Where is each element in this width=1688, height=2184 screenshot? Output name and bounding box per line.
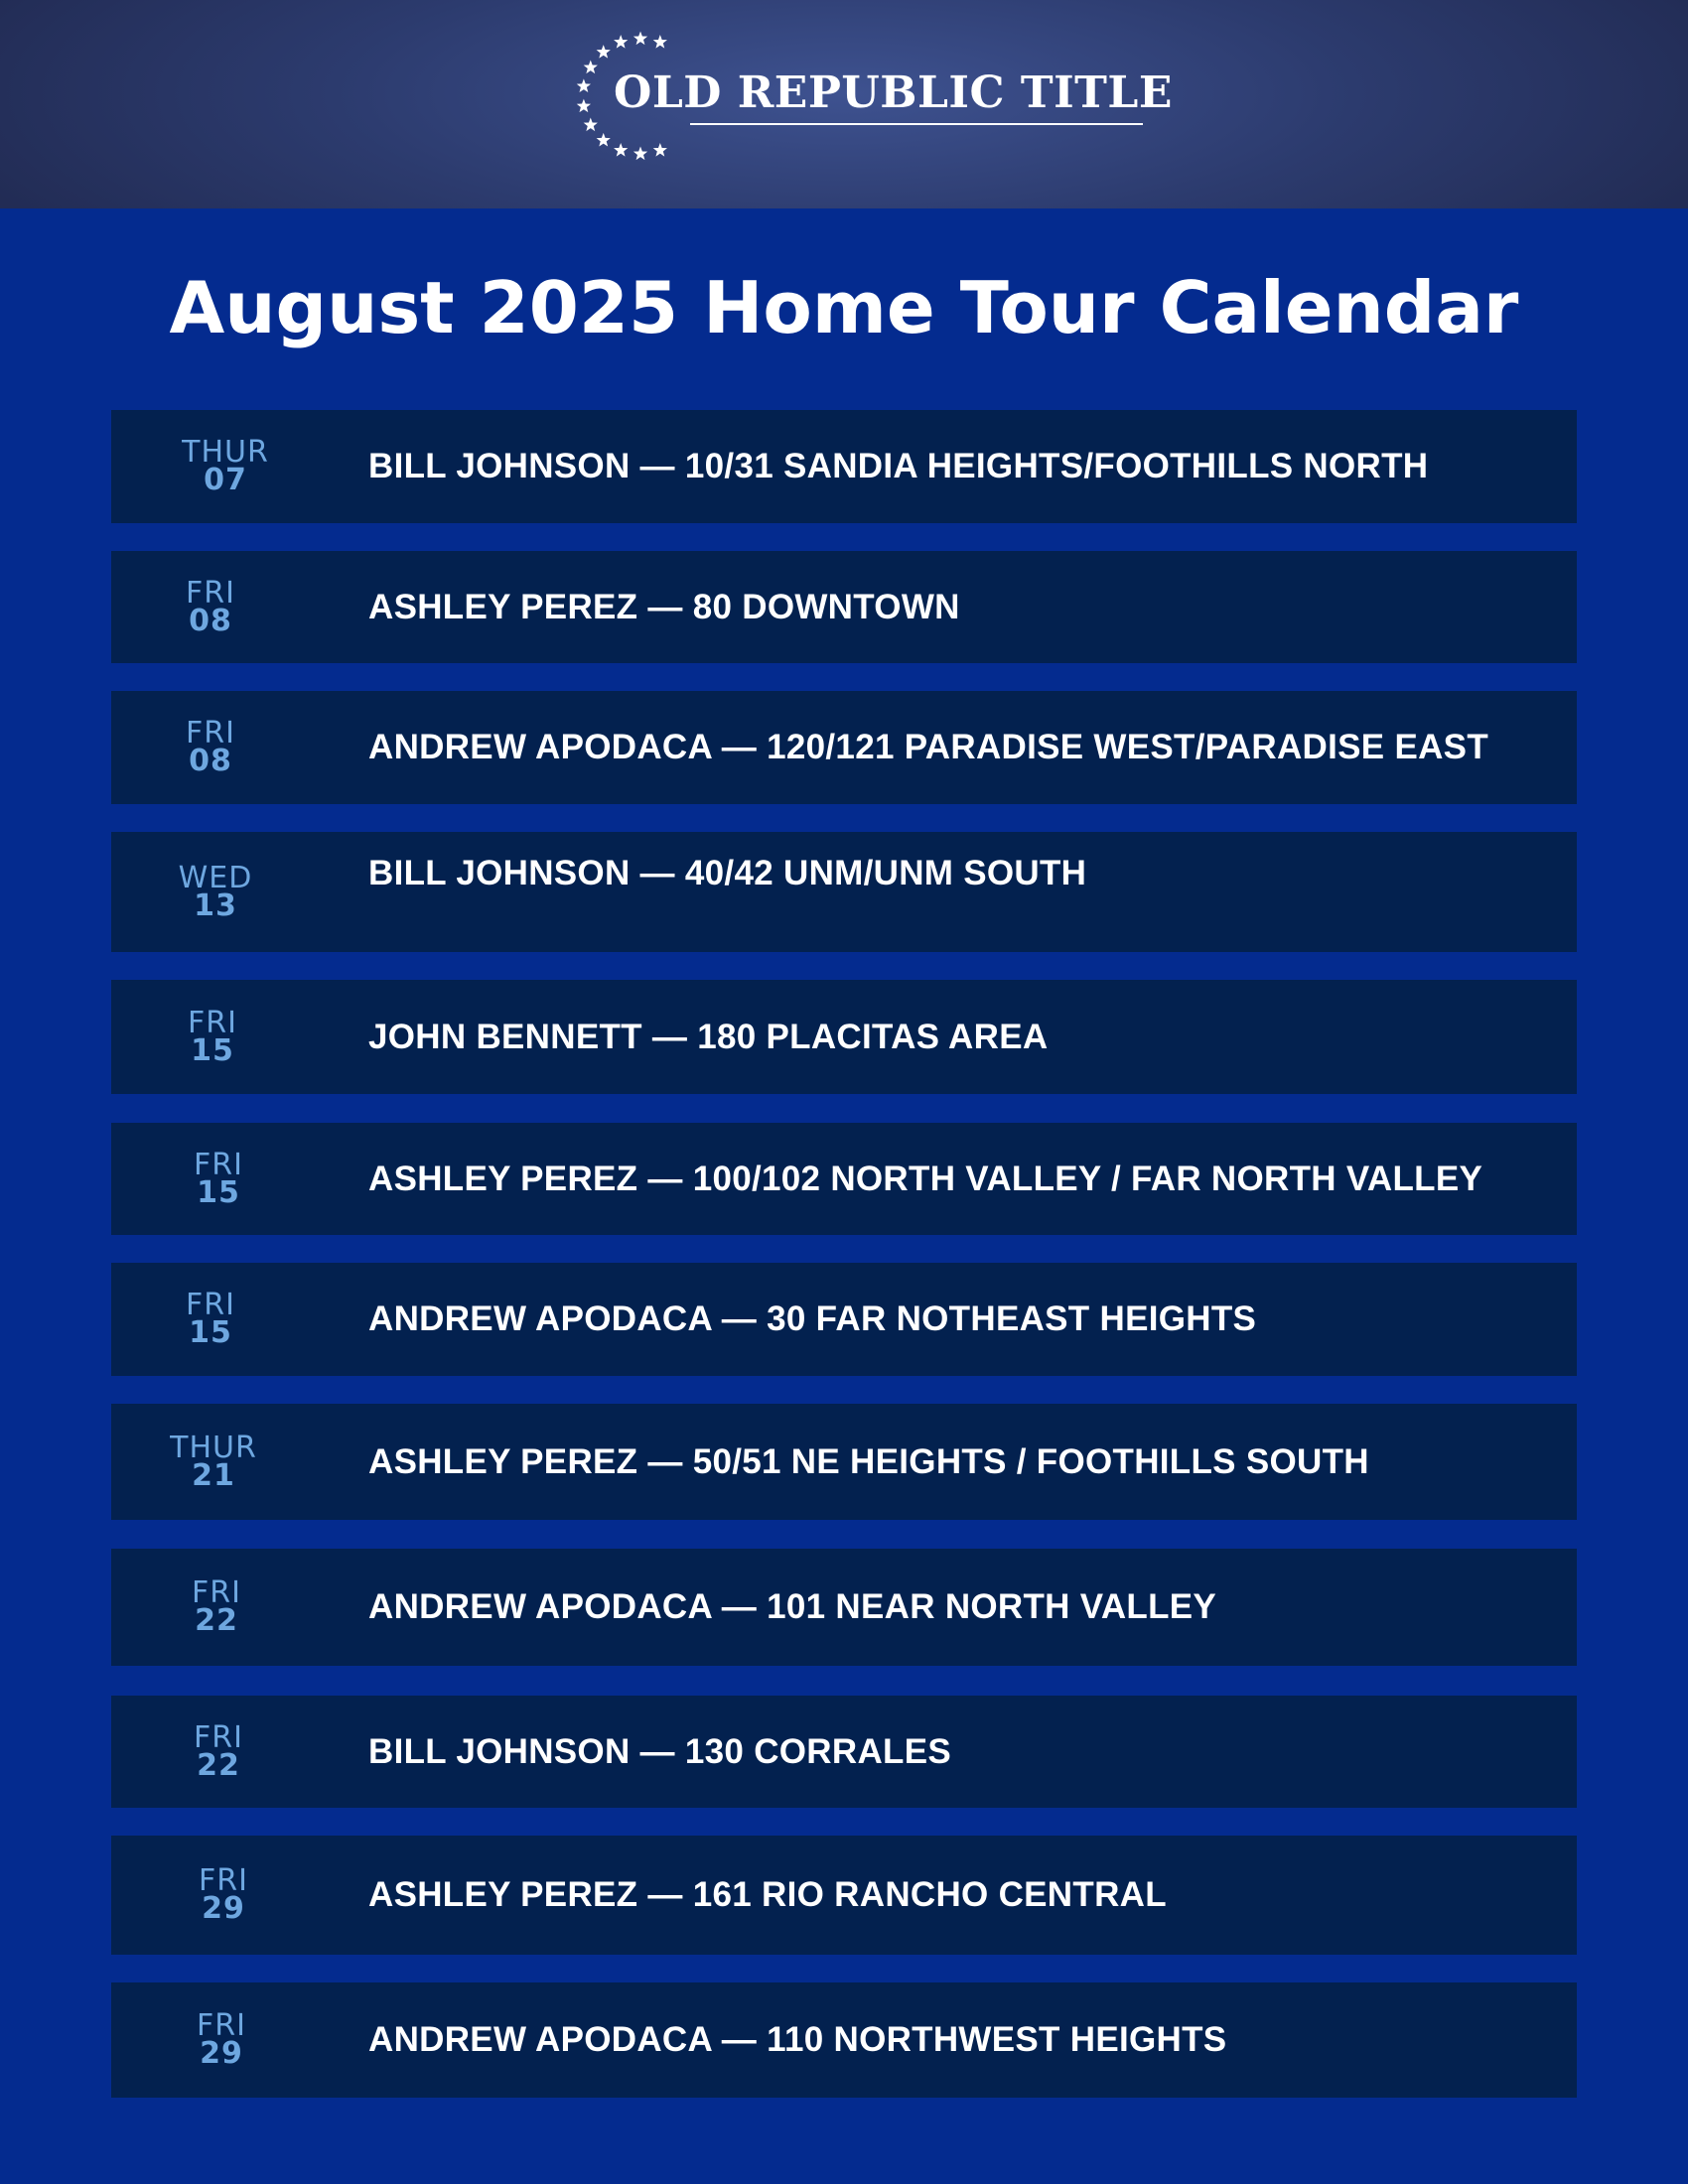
header-banner	[0, 0, 1688, 208]
star-icon	[653, 35, 667, 49]
event-day: 21	[192, 1457, 235, 1493]
event-description: ANDREW APODACA — 120/121 PARADISE WEST/PARADISE EAST	[368, 728, 1488, 766]
event-row	[111, 832, 1577, 952]
event-weekday: FRI	[188, 1005, 237, 1040]
event-weekday: FRI	[194, 1719, 243, 1755]
star-icon	[597, 133, 611, 147]
star-icon	[577, 78, 591, 92]
star-icon	[614, 35, 628, 49]
event-weekday: FRI	[194, 1147, 243, 1182]
event-day: 08	[189, 603, 232, 638]
page-title: August 2025 Home Tour Calendar	[169, 266, 1519, 349]
logo-underline	[690, 123, 1143, 125]
logo-wordmark: OLD REPUBLIC TITLE	[614, 68, 1173, 118]
event-description: ASHLEY PEREZ — 80 DOWNTOWN	[368, 587, 960, 626]
event-row	[111, 410, 1577, 523]
star-icon	[653, 143, 667, 157]
event-description: ANDREW APODACA — 110 NORTHWEST HEIGHTS	[368, 2020, 1227, 2059]
event-day: 15	[191, 1032, 234, 1068]
event-row	[111, 691, 1577, 804]
event-day: 15	[189, 1315, 232, 1350]
event-day: 22	[195, 1603, 238, 1638]
event-weekday: WED	[178, 860, 253, 895]
event-row	[111, 1836, 1577, 1955]
event-day: 13	[194, 887, 237, 923]
event-weekday: FRI	[186, 1288, 235, 1322]
event-day: 15	[197, 1174, 240, 1210]
event-date	[111, 832, 320, 952]
event-description: BILL JOHNSON — 10/31 SANDIA HEIGHTS/FOOTHILLS NORTH	[368, 447, 1429, 485]
event-description: ANDREW APODACA — 101 NEAR NORTH VALLEY	[368, 1587, 1217, 1626]
event-day: 29	[202, 1891, 245, 1926]
event-date	[111, 691, 310, 804]
star-icon	[614, 143, 628, 157]
event-description: ANDREW APODACA — 30 FAR NOTHEAST HEIGHTS	[368, 1299, 1257, 1338]
event-description: ASHLEY PEREZ — 50/51 NE HEIGHTS / FOOTHILLS SOUTH	[368, 1441, 1369, 1481]
event-row	[111, 1696, 1577, 1808]
star-icon	[584, 61, 598, 74]
event-weekday: FRI	[186, 716, 235, 751]
event-row	[111, 1549, 1577, 1666]
event-row	[111, 1982, 1577, 2098]
event-day: 08	[189, 744, 232, 778]
event-description: BILL JOHNSON — 40/42 UNM/UNM SOUTH	[368, 854, 1087, 892]
event-row	[111, 1263, 1577, 1376]
event-date	[111, 1123, 326, 1235]
event-date	[111, 980, 314, 1094]
event-weekday: THUR	[170, 1430, 257, 1465]
star-icon	[584, 118, 598, 132]
event-weekday: THUR	[182, 435, 269, 470]
event-description: JOHN BENNETT — 180 PLACITAS AREA	[368, 1017, 1049, 1056]
event-date	[111, 1982, 332, 2098]
event-date	[111, 1836, 336, 1955]
event-date	[111, 1263, 310, 1376]
event-date	[111, 1549, 322, 1666]
event-date	[111, 1696, 326, 1808]
star-icon	[577, 99, 591, 113]
company-logo	[571, 22, 1173, 171]
star-icon	[597, 45, 611, 59]
event-day: 29	[200, 2036, 243, 2071]
event-weekday: FRI	[199, 1863, 248, 1898]
event-description: BILL JOHNSON — 130 CORRALES	[368, 1731, 952, 1771]
event-date	[111, 551, 310, 663]
event-row	[111, 551, 1577, 663]
event-row	[111, 1123, 1577, 1235]
event-date	[111, 410, 340, 523]
event-weekday: FRI	[192, 1575, 241, 1610]
event-weekday: FRI	[197, 2008, 246, 2043]
event-description: ASHLEY PEREZ — 100/102 NORTH VALLEY / FAR NORTH VALLEY	[368, 1159, 1483, 1198]
event-row	[111, 1404, 1577, 1520]
event-row	[111, 980, 1577, 1094]
event-day: 07	[204, 463, 247, 497]
event-description: ASHLEY PEREZ — 161 RIO RANCHO CENTRAL	[368, 1875, 1167, 1914]
event-weekday: FRI	[186, 575, 235, 611]
star-icon	[633, 32, 647, 46]
event-day: 22	[197, 1747, 240, 1783]
star-icon	[633, 147, 647, 161]
event-date	[111, 1404, 316, 1520]
